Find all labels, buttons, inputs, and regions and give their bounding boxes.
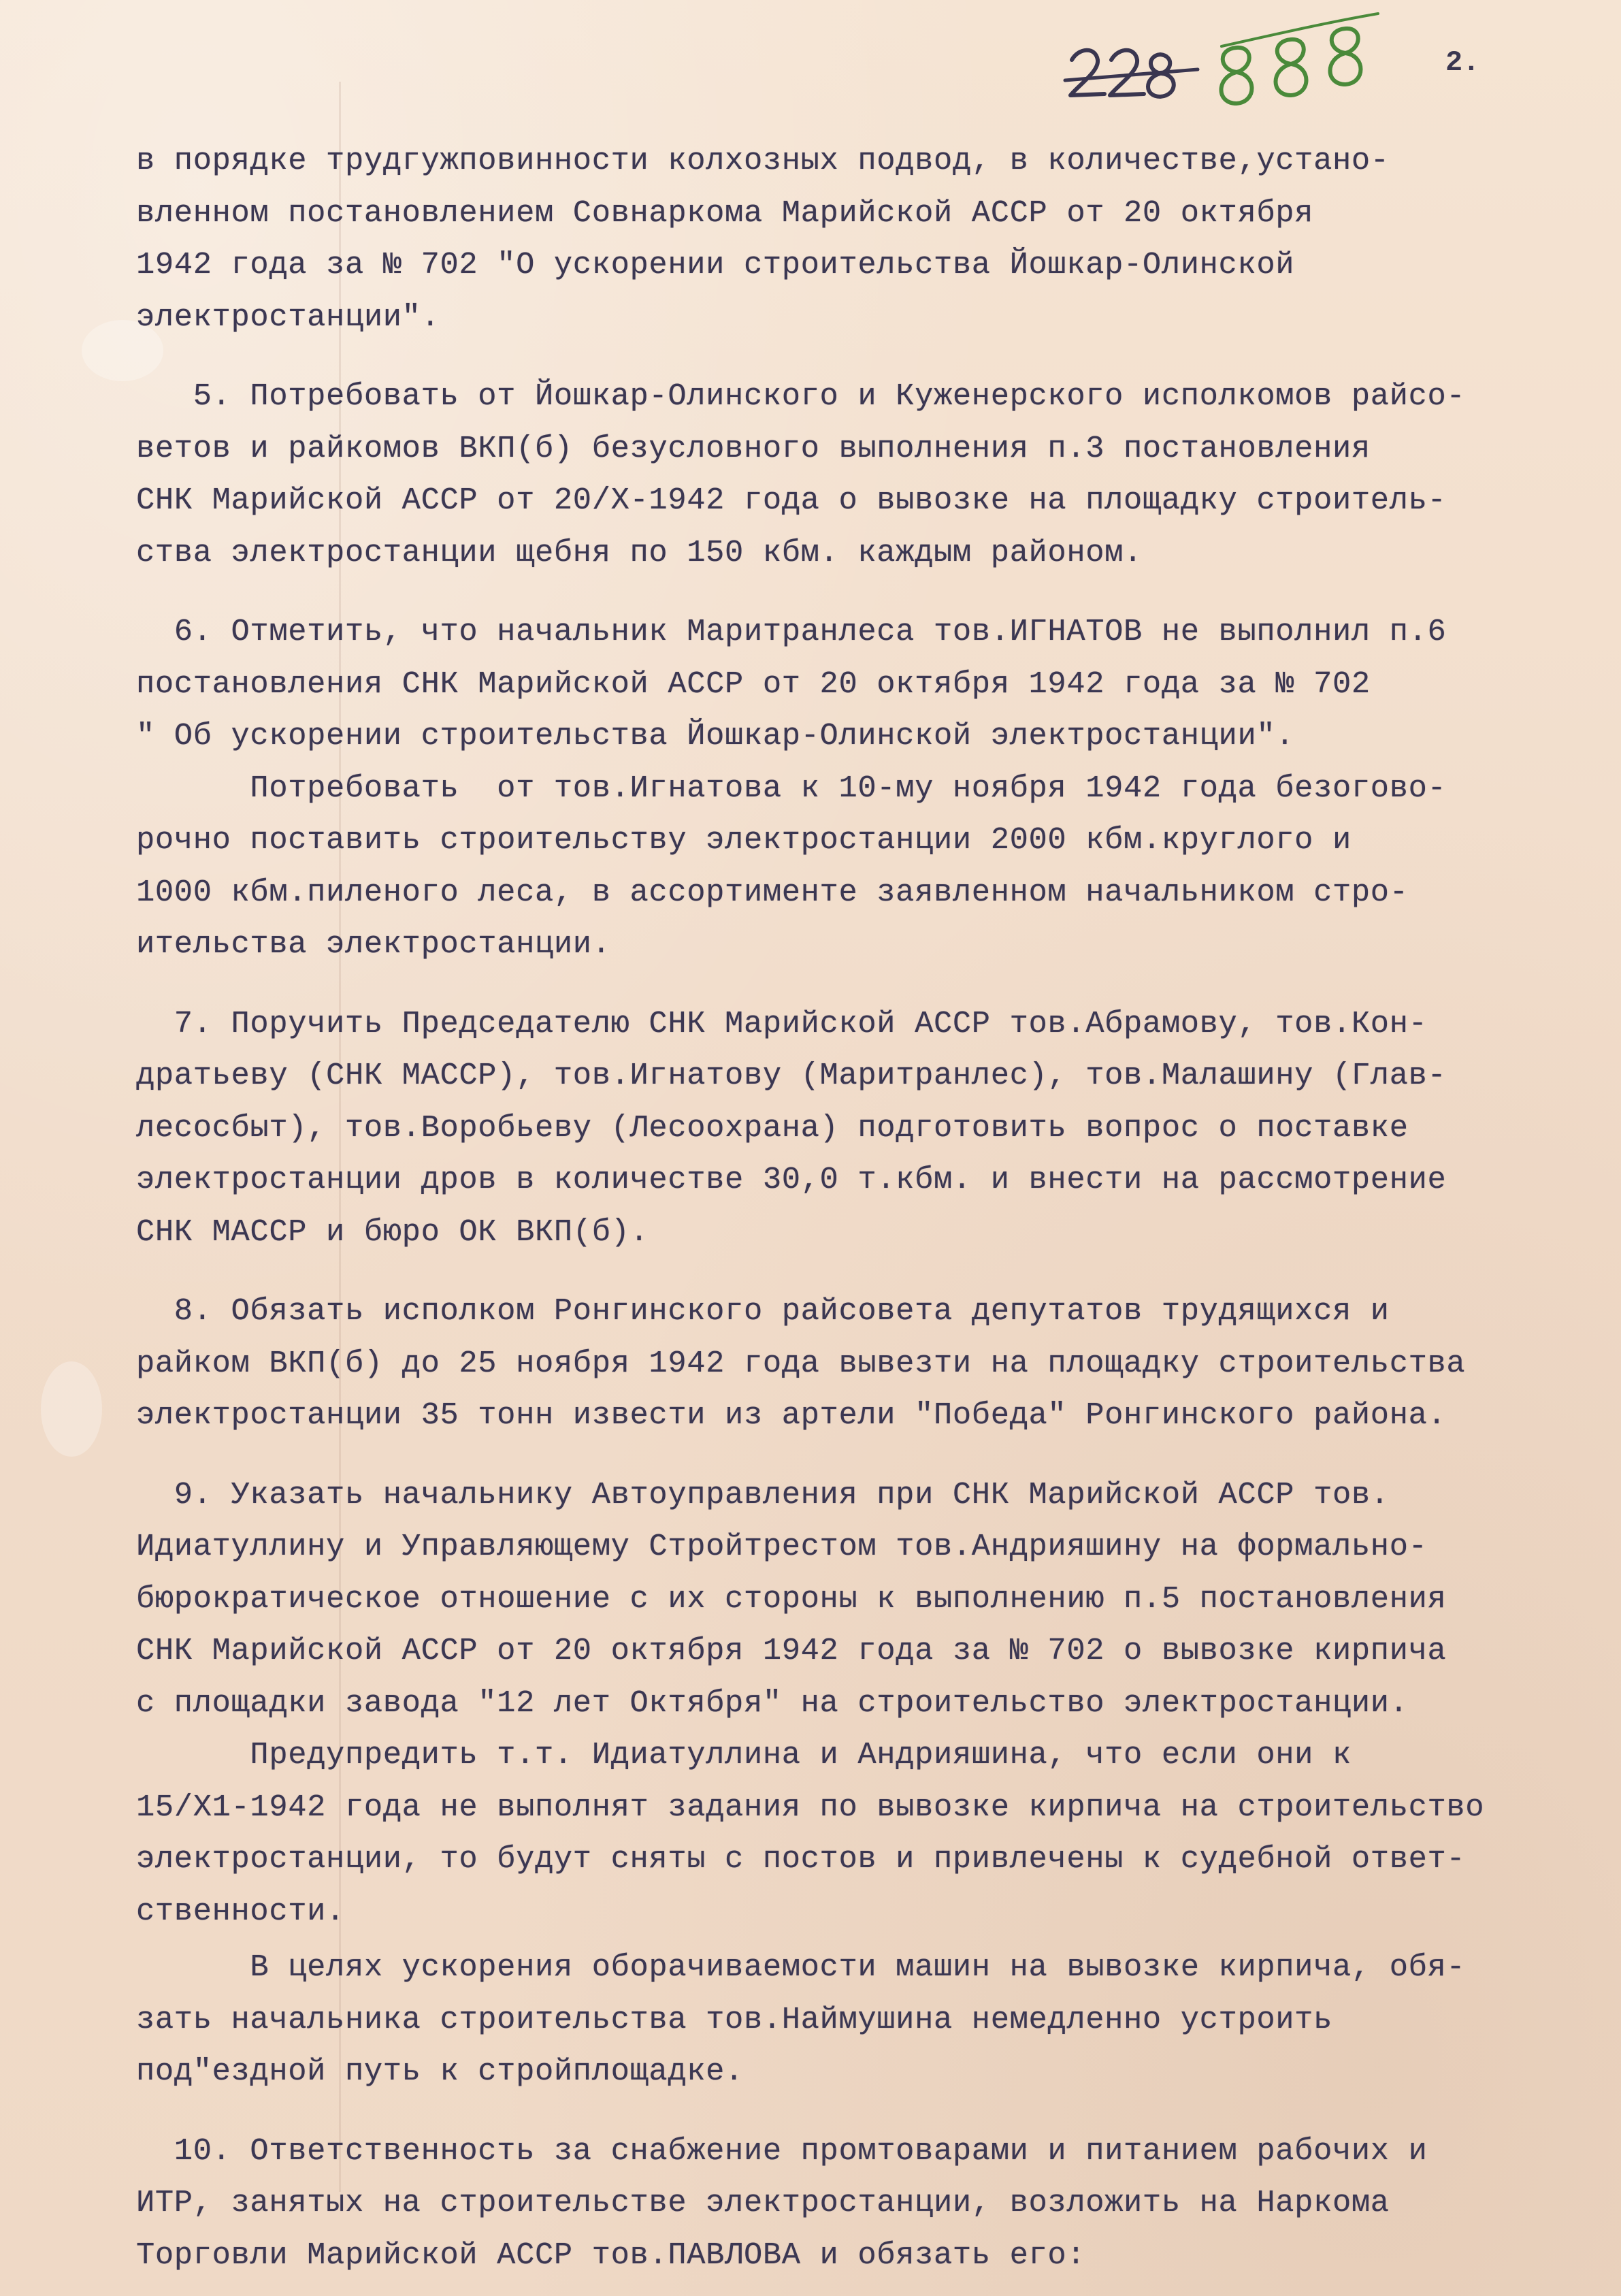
text-line: ства электростанции щебня по 150 кбм. каждым районом. bbox=[136, 534, 1143, 570]
text-line: В целях ускорения оборачиваемости машин на вывозке кирпича, обя- bbox=[136, 1950, 1466, 1985]
text-line: СНК Марийской АССР от 20/Х-1942 года о вывозке на площадку строитель- bbox=[136, 483, 1447, 518]
text-line: дратьеву (СНК МАССР), тов.Игнатову (Маритранлес), тов.Малашину (Глав- bbox=[136, 1058, 1447, 1093]
page-number: 2. bbox=[1445, 46, 1480, 79]
text-line: СНК Марийской АССР от 20 октября 1942 года за № 702 о вывозке кирпича bbox=[136, 1633, 1447, 1668]
text-line: ственности. bbox=[136, 1893, 345, 1929]
paragraph-gap bbox=[136, 343, 1579, 370]
paragraph-item-6 bbox=[136, 606, 1579, 971]
text-line: Потребовать от тов.Игнатова к 10-му ноября 1942 года безогово- bbox=[136, 770, 1447, 806]
text-line: рочно поставить строительству электростанции 2000 кбм.круглого и bbox=[136, 822, 1352, 858]
text-line: электростанции 35 тонн извести из артели "Победа" Ронгинского района. bbox=[136, 1397, 1447, 1433]
text-line: вленном постановлением Совнаркома Марийской АССР от 20 октября bbox=[136, 195, 1314, 231]
text-line: ИТР, занятых на строительстве электростанции, возложить на Наркома bbox=[136, 2185, 1390, 2220]
paragraph-item-7 bbox=[136, 998, 1579, 1259]
paper-stain bbox=[41, 1361, 102, 1457]
text-line: 7. Поручить Председателю СНК Марийской АССР тов.Абрамову, тов.Кон- bbox=[136, 1005, 1428, 1041]
text-line: зать начальника строительства тов.Наймушина немедленно устроить bbox=[136, 2001, 1332, 2037]
paragraph-continuation bbox=[136, 135, 1579, 343]
paragraph-item-8 bbox=[136, 1285, 1579, 1442]
text-line: 9. Указать начальнику Автоуправления при СНК Марийской АССР тов. bbox=[136, 1476, 1390, 1513]
text-line: электростанции". bbox=[136, 299, 440, 335]
text-line: 8. Обязать исполком Ронгинского райсовета депутатов трудящихся и bbox=[136, 1293, 1390, 1329]
text-line: Торговли Марийской АССР тов.ПАВЛОВА и обязать его: bbox=[136, 2237, 1086, 2273]
paragraph-gap bbox=[136, 1258, 1579, 1285]
handwritten-archive-number bbox=[1058, 7, 1412, 123]
paragraph-item-5 bbox=[136, 370, 1579, 579]
paragraph-item-10 bbox=[136, 2125, 1579, 2282]
text-line: в порядке трудгужповинности колхозных подвод, в количестве,устано- bbox=[136, 143, 1390, 178]
text-line: бюрократическое отношение с их стороны к выполнению п.5 постановления bbox=[136, 1581, 1447, 1617]
paragraph-item-9 bbox=[136, 1469, 1579, 1938]
text-line: ветов и райкомов ВКП(б) безусловного выполнения п.3 постановления bbox=[136, 430, 1371, 466]
text-line: постановления СНК Марийской АССР от 20 октября 1942 года за № 702 bbox=[136, 666, 1371, 702]
paragraph-gap bbox=[136, 1442, 1579, 1469]
text-line: лесосбыт), тов.Воробьеву (Лесоохрана) подготовить вопрос о поставке bbox=[136, 1110, 1409, 1146]
text-line: 1942 года за № 702 "О ускорении строительства Йошкар-Олинской bbox=[136, 247, 1295, 282]
text-line: Идиатуллину и Управляющему Стройтрестом тов.Андрияшину на формально- bbox=[136, 1529, 1428, 1564]
paragraph-gap bbox=[136, 971, 1579, 998]
text-line: 5. Потребовать от Йошкар-Олинского и Куженерского исполкомов райсо- bbox=[136, 378, 1466, 414]
text-line: 15/Х1-1942 года не выполнят задания по вывозке кирпича на строительство bbox=[136, 1789, 1485, 1825]
text-line: электростанции, то будут сняты с постов и привлечены к судебной ответ- bbox=[136, 1841, 1466, 1877]
text-line: райком ВКП(б) до 25 ноября 1942 года вывезти на площадку строительства bbox=[136, 1345, 1466, 1381]
text-line: под"ездной путь к стройплощадке. bbox=[136, 2054, 744, 2089]
paragraph-gap bbox=[136, 579, 1579, 606]
document-body bbox=[136, 135, 1579, 2281]
text-line: электростанции дров в количестве 30,0 т.кбм. и внести на рассмотрение bbox=[136, 1162, 1447, 1197]
text-line: 10. Ответственность за снабжение промтоварами и питанием рабочих и bbox=[136, 2133, 1428, 2169]
text-line: Предупредить т.т. Идиатуллина и Андрияшина, что если они к bbox=[136, 1737, 1352, 1773]
text-line: 6. Отметить, что начальник Маритранлеса тов.ИГНАТОВ не выполнил п.6 bbox=[136, 614, 1447, 649]
text-line: 1000 кбм.пиленого леса, в ассортименте заявленном начальником стро- bbox=[136, 874, 1409, 910]
text-line: с площадки завода "12 лет Октября" на строительство электростанции. bbox=[136, 1685, 1409, 1721]
text-line: ительства электростанции. bbox=[136, 926, 611, 962]
paragraph-gap bbox=[136, 2098, 1579, 2125]
text-line: СНК МАССР и бюро ОК ВКП(б). bbox=[136, 1214, 649, 1250]
paragraph-item-9-addendum bbox=[136, 1941, 1579, 2098]
text-line: " Об ускорении строительства Йошкар-Олинской электростанции". bbox=[136, 718, 1295, 754]
